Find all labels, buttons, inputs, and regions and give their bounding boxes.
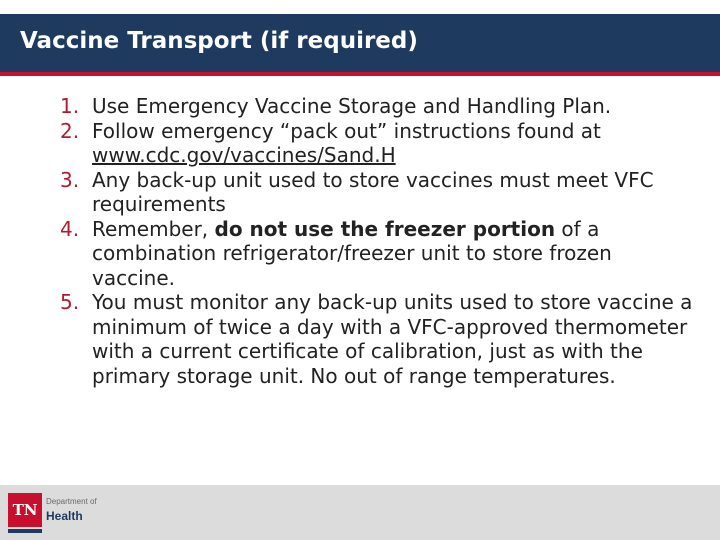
tn-health-logo [8,493,118,533]
item-text: You must monitor any back-up units used to store vaccine a minimum of twice a day with a VFC-approved thermometer with a current certificate of calibration, just as with the primary storage unit. No out of range temperatures. [92,290,693,388]
footer-bar [0,485,720,540]
logo-stripe [8,529,42,533]
tn-logo-mark: TN [8,493,42,527]
item-text: Use Emergency Vaccine Storage and Handling Plan. [92,94,612,118]
cdc-link[interactable]: www.cdc.gov/vaccines/Sand.H [92,143,396,167]
item-text: Remember, [92,216,215,241]
item-number: 5. [60,290,80,314]
list-item [50,94,700,119]
item-number: 4. [60,216,80,241]
list-item [50,119,700,168]
list-item [50,168,700,217]
steps-list [50,94,700,388]
top-band [0,0,720,14]
item-text: Follow emergency “pack out” instructions found at [92,118,601,143]
logo-department: Department of [46,497,97,506]
list-item [50,290,700,388]
emphasis-text: do not use the freezer portion [214,216,556,241]
title-bar [0,14,720,76]
slide-title: Vaccine Transport (if required) [20,28,418,54]
item-text: Any back-up unit used to store vaccines must meet VFC requirements [92,167,654,216]
content-area [50,94,700,388]
item-number: 2. [60,118,80,143]
logo-health: Health [46,509,83,523]
item-number: 1. [60,94,80,118]
item-number: 3. [60,167,80,192]
list-item [50,217,700,291]
item-text: of a combination refrigerator/freezer unit to store frozen vaccine. [92,216,612,290]
